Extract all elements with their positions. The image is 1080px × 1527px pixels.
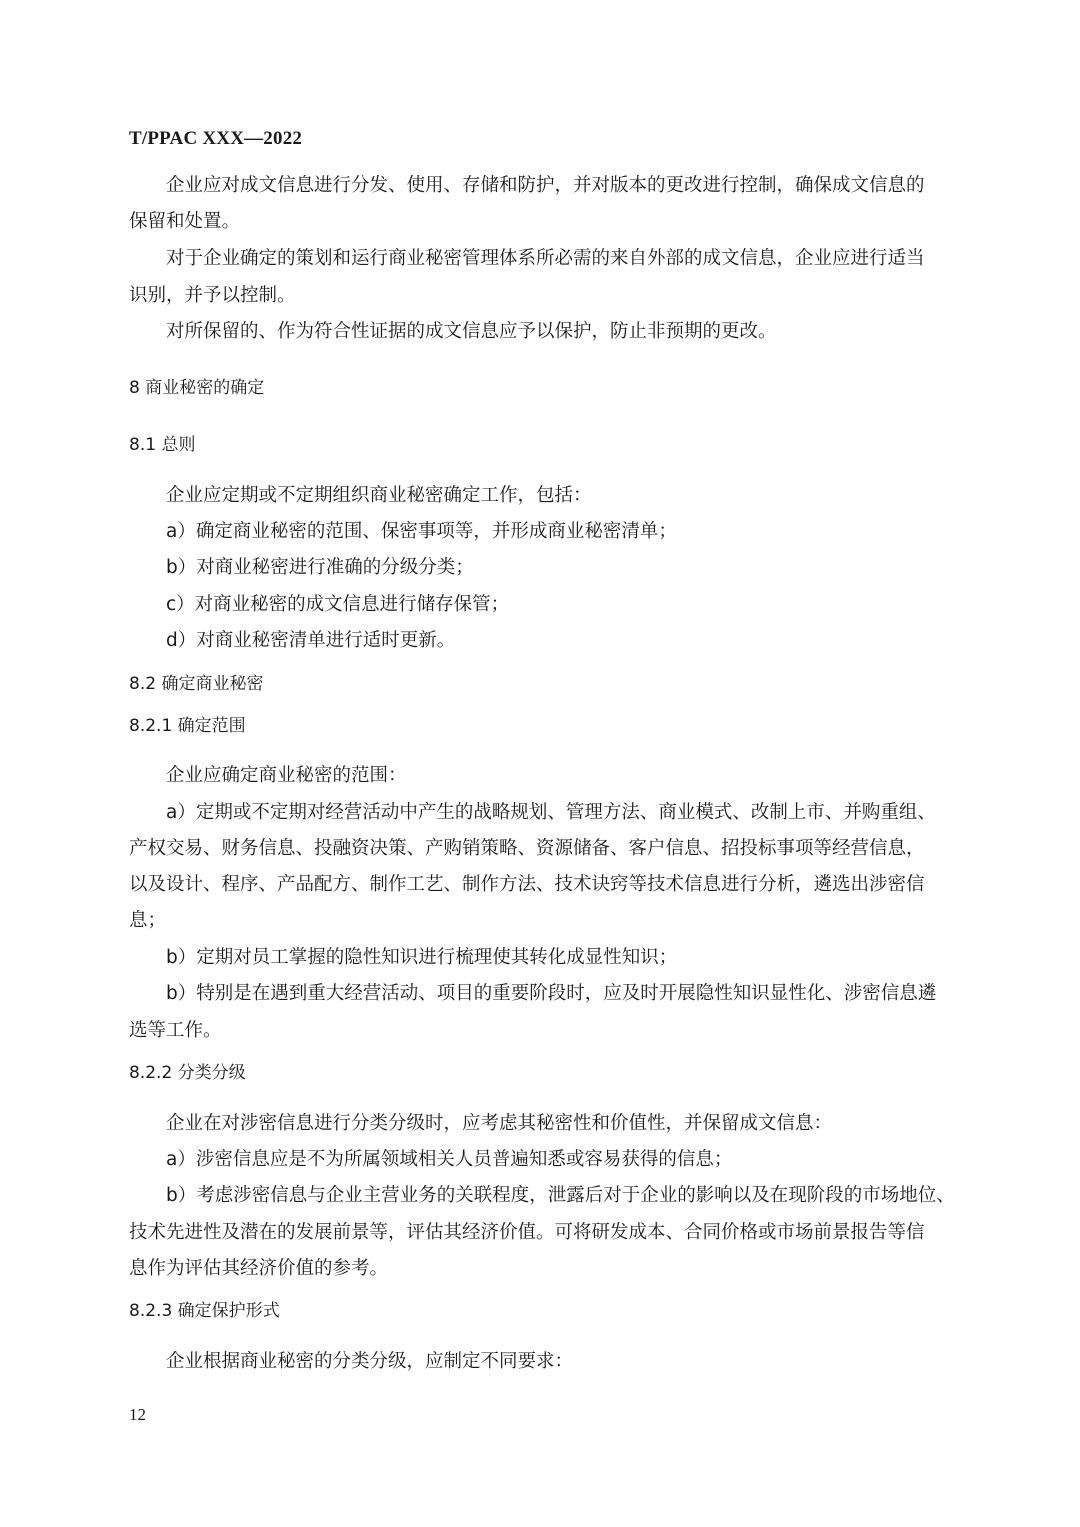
paragraph-line: 息作为评估其经济价值的参考。 bbox=[129, 1258, 389, 1279]
list-item: b）考虑涉密信息与企业主营业务的关联程度，泄露后对于企业的影响以及在现阶段的市场地位、 bbox=[166, 1185, 955, 1206]
paragraph-line: 产权交易、财务信息、投融资决策、产购销策略、资源储备、客户信息、招投标事项等经营信息， bbox=[129, 838, 925, 859]
paragraph-line: 企业应对成文信息进行分发、使用、存储和防护，并对版本的更改进行控制，确保成文信息的 bbox=[166, 175, 925, 196]
section-8-2-1-heading: 8.2.1 确定范围 bbox=[129, 716, 246, 736]
section-8-2-2-heading: 8.2.2 分类分级 bbox=[129, 1063, 246, 1083]
section-8-2-heading: 8.2 确定商业秘密 bbox=[129, 674, 264, 694]
section-8-heading: 8 商业秘密的确定 bbox=[129, 378, 265, 398]
page-number: 12 bbox=[129, 1405, 146, 1424]
list-item: b）对商业秘密进行准确的分级分类； bbox=[166, 557, 474, 578]
list-item: a）涉密信息应是不为所属领域相关人员普遍知悉或容易获得的信息； bbox=[166, 1149, 733, 1170]
paragraph-line: 企业根据商业秘密的分类分级，应制定不同要求： bbox=[166, 1351, 574, 1372]
list-item: a）确定商业秘密的范围、保密事项等，并形成商业秘密清单； bbox=[166, 521, 677, 542]
section-8-1-heading: 8.1 总则 bbox=[129, 435, 196, 455]
list-item: a）定期或不定期对经营活动中产生的战略规划、管理方法、商业模式、改制上市、并购重组、 bbox=[166, 802, 936, 823]
paragraph-line: 技术先进性及潜在的发展前景等，评估其经济价值。可将研发成本、合同价格或市场前景报告等信 bbox=[129, 1222, 925, 1243]
paragraph-line: 以及设计、程序、产品配方、制作工艺、制作方法、技术诀窍等技术信息进行分析，遴选出涉密信 bbox=[129, 874, 925, 895]
paragraph-line: 企业应确定商业秘密的范围： bbox=[166, 765, 407, 786]
list-item: d）对商业秘密清单进行适时更新。 bbox=[166, 630, 456, 651]
document-id: T/PPAC XXX—2022 bbox=[129, 128, 303, 149]
paragraph-line: 选等工作。 bbox=[129, 1020, 222, 1041]
section-8-2-3-heading: 8.2.3 确定保护形式 bbox=[129, 1301, 280, 1321]
paragraph-line: 识别，并予以控制。 bbox=[129, 285, 296, 306]
paragraph-line: 对所保留的、作为符合性证据的成文信息应予以保护，防止非预期的更改。 bbox=[166, 321, 777, 342]
paragraph-line: 对于企业确定的策划和运行商业秘密管理体系所必需的来自外部的成文信息，企业应进行适当 bbox=[166, 248, 925, 269]
paragraph-line: 保留和处置。 bbox=[129, 211, 241, 232]
list-item: b）特别是在遇到重大经营活动、项目的重要阶段时，应及时开展隐性知识显性化、涉密信息遴 bbox=[166, 983, 937, 1004]
paragraph-line: 息； bbox=[129, 910, 167, 931]
list-item: b）定期对员工掌握的隐性知识进行梳理使其转化成显性知识； bbox=[166, 947, 678, 968]
paragraph-line: 企业应定期或不定期组织商业秘密确定工作，包括： bbox=[166, 485, 592, 506]
list-item: c）对商业秘密的成文信息进行储存保管； bbox=[166, 594, 510, 615]
paragraph-line: 企业在对涉密信息进行分类分级时，应考虑其秘密性和价值性，并保留成文信息： bbox=[166, 1113, 833, 1134]
